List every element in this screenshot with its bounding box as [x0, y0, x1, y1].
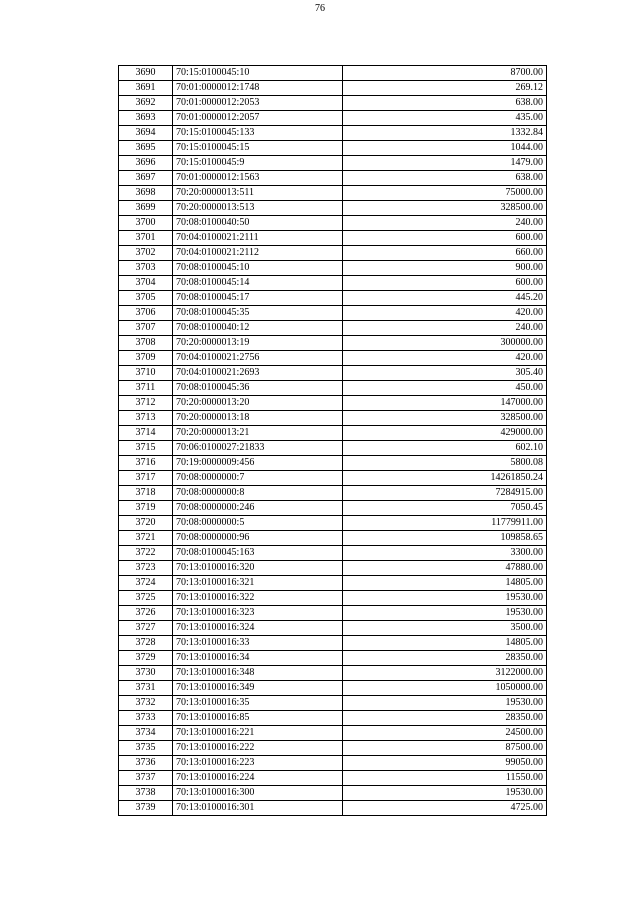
cadastral-number-cell: 70:13:0100016:300 — [173, 786, 343, 801]
row-number-cell: 3713 — [119, 411, 173, 426]
cadastral-number-cell: 70:13:0100016:222 — [173, 741, 343, 756]
row-number-cell: 3709 — [119, 351, 173, 366]
cadastral-number-cell: 70:08:0100040:12 — [173, 321, 343, 336]
value-cell: 28350.00 — [343, 651, 547, 666]
table-row — [119, 606, 547, 621]
row-number-cell: 3717 — [119, 471, 173, 486]
table-body — [119, 66, 547, 816]
value-cell: 75000.00 — [343, 186, 547, 201]
cadastral-number-cell: 70:15:0100045:15 — [173, 141, 343, 156]
row-number-cell: 3712 — [119, 396, 173, 411]
table-row — [119, 441, 547, 456]
value-cell: 109858.65 — [343, 531, 547, 546]
table-row — [119, 711, 547, 726]
row-number-cell: 3702 — [119, 246, 173, 261]
value-cell: 4725.00 — [343, 801, 547, 816]
table-row — [119, 726, 547, 741]
table-row — [119, 306, 547, 321]
row-number-cell: 3731 — [119, 681, 173, 696]
value-cell: 19530.00 — [343, 786, 547, 801]
row-number-cell: 3704 — [119, 276, 173, 291]
row-number-cell: 3708 — [119, 336, 173, 351]
row-number-cell: 3696 — [119, 156, 173, 171]
row-number-cell: 3692 — [119, 96, 173, 111]
table-row — [119, 231, 547, 246]
table-row — [119, 531, 547, 546]
cadastral-number-cell: 70:20:0000013:513 — [173, 201, 343, 216]
table-row — [119, 396, 547, 411]
cadastral-number-cell: 70:15:0100045:9 — [173, 156, 343, 171]
row-number-cell: 3727 — [119, 621, 173, 636]
value-cell: 87500.00 — [343, 741, 547, 756]
cadastral-number-cell: 70:04:0100021:2693 — [173, 366, 343, 381]
table-row — [119, 171, 547, 186]
table-row — [119, 111, 547, 126]
value-cell: 7050.45 — [343, 501, 547, 516]
table-row — [119, 576, 547, 591]
value-cell: 240.00 — [343, 216, 547, 231]
cadastral-number-cell: 70:08:0000000:96 — [173, 531, 343, 546]
table-row — [119, 351, 547, 366]
cadastral-number-cell: 70:13:0100016:221 — [173, 726, 343, 741]
row-number-cell: 3694 — [119, 126, 173, 141]
table-row — [119, 651, 547, 666]
row-number-cell: 3695 — [119, 141, 173, 156]
row-number-cell: 3732 — [119, 696, 173, 711]
row-number-cell: 3707 — [119, 321, 173, 336]
table-row — [119, 786, 547, 801]
page-number: 76 — [315, 3, 325, 14]
value-cell: 602.10 — [343, 441, 547, 456]
row-number-cell: 3726 — [119, 606, 173, 621]
value-cell: 638.00 — [343, 171, 547, 186]
row-number-cell: 3714 — [119, 426, 173, 441]
value-cell: 19530.00 — [343, 606, 547, 621]
table-row — [119, 381, 547, 396]
row-number-cell: 3710 — [119, 366, 173, 381]
row-number-cell: 3705 — [119, 291, 173, 306]
value-cell: 420.00 — [343, 306, 547, 321]
value-cell: 429000.00 — [343, 426, 547, 441]
value-cell: 19530.00 — [343, 696, 547, 711]
table-row — [119, 246, 547, 261]
cadastral-number-cell: 70:08:0100045:10 — [173, 261, 343, 276]
value-cell: 600.00 — [343, 231, 547, 246]
value-cell: 3122000.00 — [343, 666, 547, 681]
row-number-cell: 3698 — [119, 186, 173, 201]
value-cell: 11779911.00 — [343, 516, 547, 531]
table-row — [119, 426, 547, 441]
table-row — [119, 471, 547, 486]
cadastral-number-cell: 70:08:0100045:14 — [173, 276, 343, 291]
table-row — [119, 156, 547, 171]
row-number-cell: 3715 — [119, 441, 173, 456]
cadastral-number-cell: 70:06:0100027:21833 — [173, 441, 343, 456]
table-row — [119, 801, 547, 816]
cadastral-number-cell: 70:13:0100016:35 — [173, 696, 343, 711]
cadastral-number-cell: 70:20:0000013:511 — [173, 186, 343, 201]
table-row — [119, 681, 547, 696]
value-cell: 47880.00 — [343, 561, 547, 576]
value-cell: 14261850.24 — [343, 471, 547, 486]
table-row — [119, 741, 547, 756]
table-row — [119, 261, 547, 276]
cadastral-number-cell: 70:13:0100016:33 — [173, 636, 343, 651]
cadastral-number-cell: 70:13:0100016:223 — [173, 756, 343, 771]
table-row — [119, 321, 547, 336]
cadastral-number-cell: 70:08:0000000:246 — [173, 501, 343, 516]
table-row — [119, 336, 547, 351]
cadastral-number-cell: 70:08:0000000:7 — [173, 471, 343, 486]
table-row — [119, 186, 547, 201]
cadastral-number-cell: 70:01:0000012:2057 — [173, 111, 343, 126]
value-cell: 900.00 — [343, 261, 547, 276]
cadastral-number-cell: 70:08:0100040:50 — [173, 216, 343, 231]
value-cell: 305.40 — [343, 366, 547, 381]
table-row — [119, 201, 547, 216]
cadastral-number-cell: 70:20:0000013:20 — [173, 396, 343, 411]
cadastral-number-cell: 70:01:0000012:1563 — [173, 171, 343, 186]
value-cell: 19530.00 — [343, 591, 547, 606]
cadastral-number-cell: 70:04:0100021:2111 — [173, 231, 343, 246]
row-number-cell: 3721 — [119, 531, 173, 546]
row-number-cell: 3738 — [119, 786, 173, 801]
value-cell: 99050.00 — [343, 756, 547, 771]
row-number-cell: 3739 — [119, 801, 173, 816]
value-cell: 1479.00 — [343, 156, 547, 171]
cadastral-number-cell: 70:04:0100021:2112 — [173, 246, 343, 261]
row-number-cell: 3691 — [119, 81, 173, 96]
table-row — [119, 756, 547, 771]
value-cell: 240.00 — [343, 321, 547, 336]
cadastral-number-cell: 70:13:0100016:349 — [173, 681, 343, 696]
cadastral-number-cell: 70:01:0000012:2053 — [173, 96, 343, 111]
table-row — [119, 66, 547, 81]
row-number-cell: 3736 — [119, 756, 173, 771]
cadastral-number-cell: 70:04:0100021:2756 — [173, 351, 343, 366]
row-number-cell: 3690 — [119, 66, 173, 81]
table-row — [119, 561, 547, 576]
row-number-cell: 3725 — [119, 591, 173, 606]
value-cell: 7284915.00 — [343, 486, 547, 501]
row-number-cell: 3720 — [119, 516, 173, 531]
cadastral-number-cell: 70:13:0100016:348 — [173, 666, 343, 681]
value-cell: 300000.00 — [343, 336, 547, 351]
row-number-cell: 3711 — [119, 381, 173, 396]
row-number-cell: 3700 — [119, 216, 173, 231]
cadastral-number-cell: 70:08:0000000:8 — [173, 486, 343, 501]
value-cell: 638.00 — [343, 96, 547, 111]
cadastral-number-cell: 70:08:0100045:163 — [173, 546, 343, 561]
row-number-cell: 3729 — [119, 651, 173, 666]
cadastral-number-cell: 70:13:0100016:322 — [173, 591, 343, 606]
row-number-cell: 3723 — [119, 561, 173, 576]
table-row — [119, 516, 547, 531]
table-row — [119, 501, 547, 516]
value-cell: 1332.84 — [343, 126, 547, 141]
value-cell: 269.12 — [343, 81, 547, 96]
table-row — [119, 291, 547, 306]
row-number-cell: 3734 — [119, 726, 173, 741]
table-row — [119, 666, 547, 681]
table-row — [119, 366, 547, 381]
cadastral-number-cell: 70:13:0100016:301 — [173, 801, 343, 816]
value-cell: 328500.00 — [343, 411, 547, 426]
row-number-cell: 3724 — [119, 576, 173, 591]
value-cell: 14805.00 — [343, 576, 547, 591]
row-number-cell: 3703 — [119, 261, 173, 276]
table-row — [119, 141, 547, 156]
table-row — [119, 696, 547, 711]
value-cell: 24500.00 — [343, 726, 547, 741]
cadastral-number-cell: 70:20:0000013:21 — [173, 426, 343, 441]
value-cell: 445.20 — [343, 291, 547, 306]
cadastral-number-cell: 70:15:0100045:10 — [173, 66, 343, 81]
table-row — [119, 276, 547, 291]
cadastral-number-cell: 70:13:0100016:224 — [173, 771, 343, 786]
row-number-cell: 3699 — [119, 201, 173, 216]
table-row — [119, 96, 547, 111]
row-number-cell: 3735 — [119, 741, 173, 756]
cadastral-number-cell: 70:08:0000000:5 — [173, 516, 343, 531]
row-number-cell: 3722 — [119, 546, 173, 561]
row-number-cell: 3697 — [119, 171, 173, 186]
value-cell: 147000.00 — [343, 396, 547, 411]
row-number-cell: 3718 — [119, 486, 173, 501]
value-cell: 1044.00 — [343, 141, 547, 156]
table-row — [119, 621, 547, 636]
table-row — [119, 591, 547, 606]
cadastral-number-cell: 70:13:0100016:323 — [173, 606, 343, 621]
row-number-cell: 3730 — [119, 666, 173, 681]
table-row — [119, 216, 547, 231]
cadastral-number-cell: 70:13:0100016:85 — [173, 711, 343, 726]
cadastral-number-cell: 70:13:0100016:321 — [173, 576, 343, 591]
row-number-cell: 3693 — [119, 111, 173, 126]
value-cell: 5800.08 — [343, 456, 547, 471]
table-row — [119, 126, 547, 141]
cadastral-number-cell: 70:20:0000013:18 — [173, 411, 343, 426]
value-cell: 420.00 — [343, 351, 547, 366]
value-cell: 600.00 — [343, 276, 547, 291]
table-row — [119, 81, 547, 96]
cadastral-value-table — [118, 65, 547, 816]
value-cell: 435.00 — [343, 111, 547, 126]
value-cell: 3300.00 — [343, 546, 547, 561]
cadastral-number-cell: 70:13:0100016:34 — [173, 651, 343, 666]
cadastral-number-cell: 70:19:0000009:456 — [173, 456, 343, 471]
cadastral-number-cell: 70:20:0000013:19 — [173, 336, 343, 351]
row-number-cell: 3716 — [119, 456, 173, 471]
value-cell: 28350.00 — [343, 711, 547, 726]
row-number-cell: 3733 — [119, 711, 173, 726]
value-cell: 8700.00 — [343, 66, 547, 81]
cadastral-number-cell: 70:08:0100045:35 — [173, 306, 343, 321]
value-cell: 450.00 — [343, 381, 547, 396]
cadastral-number-cell: 70:13:0100016:320 — [173, 561, 343, 576]
row-number-cell: 3737 — [119, 771, 173, 786]
row-number-cell: 3706 — [119, 306, 173, 321]
table-row — [119, 411, 547, 426]
value-cell: 3500.00 — [343, 621, 547, 636]
table-row — [119, 486, 547, 501]
cadastral-number-cell: 70:13:0100016:324 — [173, 621, 343, 636]
cadastral-number-cell: 70:15:0100045:133 — [173, 126, 343, 141]
cadastral-number-cell: 70:08:0100045:36 — [173, 381, 343, 396]
table-row — [119, 456, 547, 471]
value-cell: 328500.00 — [343, 201, 547, 216]
table-row — [119, 636, 547, 651]
row-number-cell: 3719 — [119, 501, 173, 516]
table-row — [119, 771, 547, 786]
value-cell: 11550.00 — [343, 771, 547, 786]
row-number-cell: 3701 — [119, 231, 173, 246]
value-cell: 660.00 — [343, 246, 547, 261]
value-cell: 1050000.00 — [343, 681, 547, 696]
cadastral-number-cell: 70:01:0000012:1748 — [173, 81, 343, 96]
row-number-cell: 3728 — [119, 636, 173, 651]
value-cell: 14805.00 — [343, 636, 547, 651]
table-row — [119, 546, 547, 561]
cadastral-number-cell: 70:08:0100045:17 — [173, 291, 343, 306]
